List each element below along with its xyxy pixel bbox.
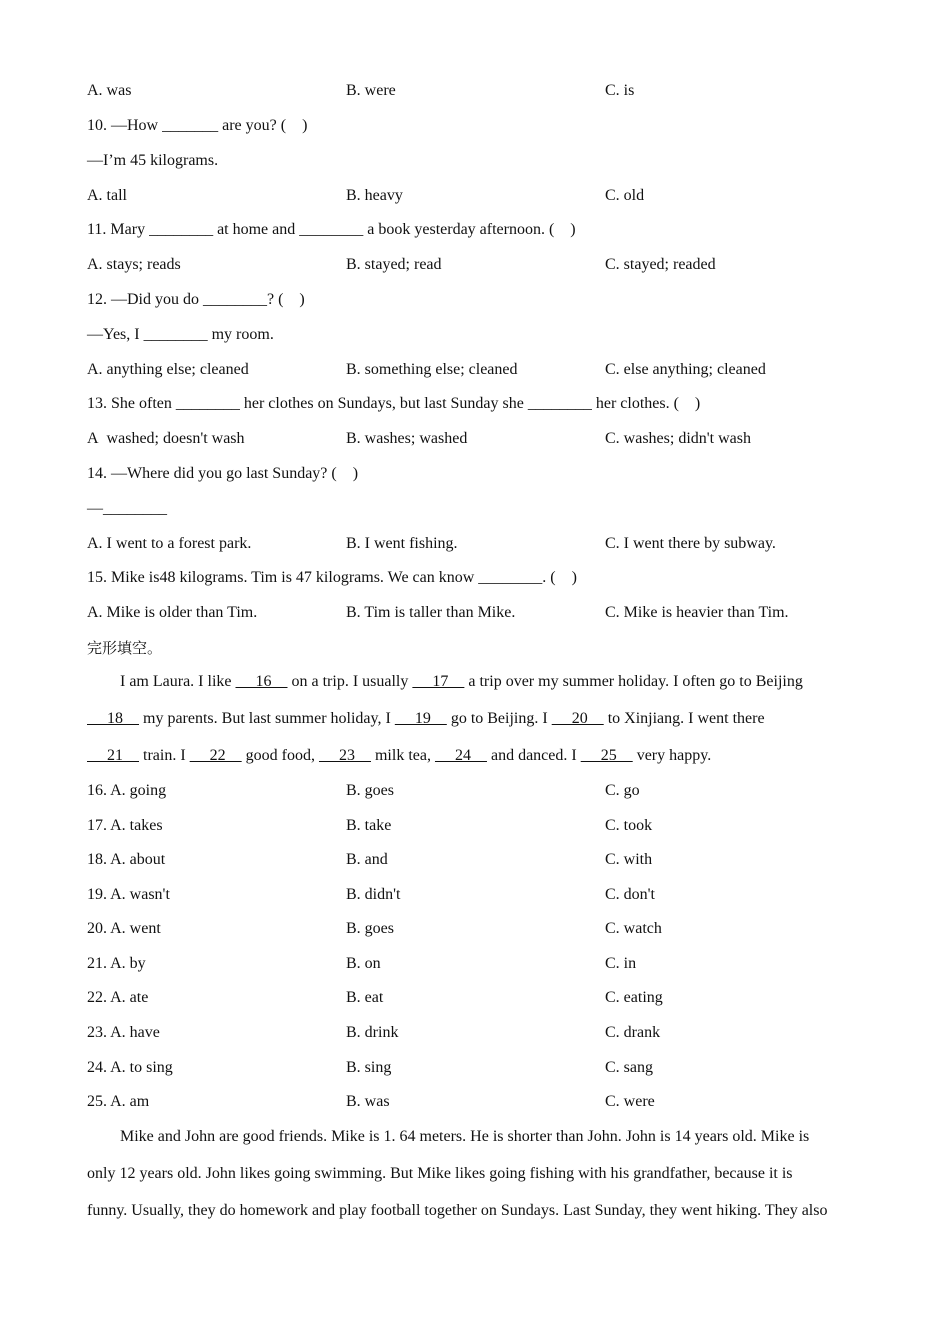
q9-options <box>87 81 867 101</box>
q13-stem: 13. She often ________ her clothes on Sundays, but last Sunday she ________ her clothes. ( ) <box>87 395 701 412</box>
q22-option-b[interactable]: B. eat <box>346 989 384 1006</box>
q21-option-b[interactable]: B. on <box>346 955 381 972</box>
q17-option-b[interactable]: B. take <box>346 817 392 834</box>
cloze-text: I am Laura. I like <box>120 673 236 690</box>
q14-reply: —________ <box>87 500 167 517</box>
q20-option-c[interactable]: C. watch <box>605 920 662 937</box>
q19-option-a[interactable]: 19. A. wasn't <box>87 886 170 903</box>
q14-options <box>87 534 867 554</box>
cloze-text: very happy. <box>632 747 712 764</box>
q18-option-c[interactable]: C. with <box>605 851 653 868</box>
q13-options <box>87 429 867 449</box>
q24-option-c[interactable]: C. sang <box>605 1059 653 1076</box>
q10-option-c[interactable]: C. old <box>605 187 645 204</box>
q25-option-b[interactable]: B. was <box>346 1093 390 1110</box>
q14-option-a[interactable]: A. I went to a forest park. <box>87 535 252 552</box>
q14-stem: 14. —Where did you go last Sunday? ( ) <box>87 465 359 482</box>
q16-option-c[interactable]: C. go <box>605 782 640 799</box>
reading-line-3: funny. Usually, they do homework and play football together on Sundays. Last Sunday, they went hiking. They also <box>87 1202 828 1219</box>
q24-option-b[interactable]: B. sing <box>346 1059 392 1076</box>
q11-option-c[interactable]: C. stayed; readed <box>605 256 716 273</box>
q11-options <box>87 255 867 275</box>
cloze-text: to Xinjiang. I went there <box>603 710 765 727</box>
q16-option-b[interactable]: B. goes <box>346 782 394 799</box>
q18-options <box>87 850 867 870</box>
cloze-text: and danced. I <box>486 747 581 764</box>
q19-options <box>87 885 867 905</box>
q12-options <box>87 360 867 380</box>
blank-20: 20 <box>551 710 604 727</box>
q17-option-c[interactable]: C. took <box>605 817 653 834</box>
blank-21: 21 <box>87 747 139 764</box>
q18-option-a[interactable]: 18. A. about <box>87 851 166 868</box>
q11-option-a[interactable]: A. stays; reads <box>87 256 181 273</box>
q15-stem: 15. Mike is48 kilograms. Tim is 47 kilograms. We can know ________. ( ) <box>87 569 577 586</box>
q15-option-c[interactable]: C. Mike is heavier than Tim. <box>605 604 789 621</box>
blank-23: 23 <box>318 747 371 764</box>
q11-option-b[interactable]: B. stayed; read <box>346 256 442 273</box>
q21-option-c[interactable]: C. in <box>605 955 637 972</box>
q14-option-c[interactable]: C. I went there by subway. <box>605 535 776 552</box>
q22-option-a[interactable]: 22. A. ate <box>87 989 149 1006</box>
q13-option-b[interactable]: B. washes; washed <box>346 430 468 447</box>
cloze-text: my parents. But last summer holiday, I <box>139 710 395 727</box>
cloze-passage-line-2 <box>87 709 765 729</box>
blank-24: 24 <box>434 747 487 764</box>
cloze-passage-line-1 <box>87 672 803 692</box>
blank-18: 18 <box>87 710 139 727</box>
q23-option-b[interactable]: B. drink <box>346 1024 399 1041</box>
q25-option-a[interactable]: 25. A. am <box>87 1093 150 1110</box>
blank-22: 22 <box>189 747 242 764</box>
q10-stem: 10. —How _______ are you? ( ) <box>87 117 308 134</box>
blank-19: 19 <box>394 710 447 727</box>
q20-options <box>87 919 867 939</box>
q10-options <box>87 186 867 206</box>
q23-option-c[interactable]: C. drank <box>605 1024 661 1041</box>
q14-option-b[interactable]: B. I went fishing. <box>346 535 458 552</box>
q23-options <box>87 1023 867 1043</box>
q16-option-a[interactable]: 16. A. going <box>87 782 167 799</box>
q13-option-c[interactable]: C. washes; didn't wash <box>605 430 751 447</box>
q20-option-a[interactable]: 20. A. went <box>87 920 161 937</box>
q9-option-c[interactable]: C. is <box>605 82 635 99</box>
q21-option-a[interactable]: 21. A. by <box>87 955 146 972</box>
cloze-text: train. I <box>139 747 190 764</box>
blank-16: 16 <box>235 673 288 690</box>
q12-option-c[interactable]: C. else anything; cleaned <box>605 361 766 378</box>
q22-options <box>87 988 867 1008</box>
q12-option-b[interactable]: B. something else; cleaned <box>346 361 518 378</box>
blank-17: 17 <box>412 673 465 690</box>
q13-option-a[interactable]: A washed; doesn't wash <box>87 430 245 447</box>
cloze-text: milk tea, <box>370 747 435 764</box>
q17-options <box>87 816 867 836</box>
q11-stem: 11. Mary ________ at home and ________ a book yesterday afternoon. ( ) <box>87 221 576 238</box>
q10-option-b[interactable]: B. heavy <box>346 187 403 204</box>
q19-option-b[interactable]: B. didn't <box>346 886 401 903</box>
q16-options <box>87 781 867 801</box>
q15-option-b[interactable]: B. Tim is taller than Mike. <box>346 604 516 621</box>
q10-reply: —I’m 45 kilograms. <box>87 152 219 169</box>
reading-line-1: Mike and John are good friends. Mike is 1. 64 meters. He is shorter than John. John is 14 years old. Mike is <box>120 1128 810 1145</box>
q9-option-a[interactable]: A. was <box>87 82 132 99</box>
q15-options <box>87 603 867 623</box>
q24-option-a[interactable]: 24. A. to sing <box>87 1059 173 1076</box>
q22-option-c[interactable]: C. eating <box>605 989 663 1006</box>
q9-option-b[interactable]: B. were <box>346 82 396 99</box>
q12-reply: —Yes, I ________ my room. <box>87 326 274 343</box>
q25-option-c[interactable]: C. were <box>605 1093 655 1110</box>
blank-25: 25 <box>580 747 633 764</box>
reading-line-2: only 12 years old. John likes going swimming. But Mike likes going fishing with his grandfather, because it is <box>87 1165 793 1182</box>
cloze-text: on a trip. I usually <box>287 673 413 690</box>
q12-stem: 12. —Did you do ________? ( ) <box>87 291 305 308</box>
q19-option-c[interactable]: C. don't <box>605 886 655 903</box>
q23-option-a[interactable]: 23. A. have <box>87 1024 160 1041</box>
q21-options <box>87 954 867 974</box>
cloze-heading: 完形填空。 <box>87 639 163 657</box>
q17-option-a[interactable]: 17. A. takes <box>87 817 163 834</box>
q15-option-a[interactable]: A. Mike is older than Tim. <box>87 604 258 621</box>
q24-options <box>87 1058 867 1078</box>
cloze-text: go to Beijing. I <box>446 710 552 727</box>
q10-option-a[interactable]: A. tall <box>87 187 127 204</box>
q12-option-a[interactable]: A. anything else; cleaned <box>87 361 249 378</box>
cloze-text: a trip over my summer holiday. I often go to Beijing <box>464 673 803 690</box>
q20-option-b[interactable]: B. goes <box>346 920 394 937</box>
cloze-passage-line-3 <box>87 746 711 766</box>
cloze-text: good food, <box>241 747 319 764</box>
q25-options <box>87 1092 867 1112</box>
q18-option-b[interactable]: B. and <box>346 851 388 868</box>
